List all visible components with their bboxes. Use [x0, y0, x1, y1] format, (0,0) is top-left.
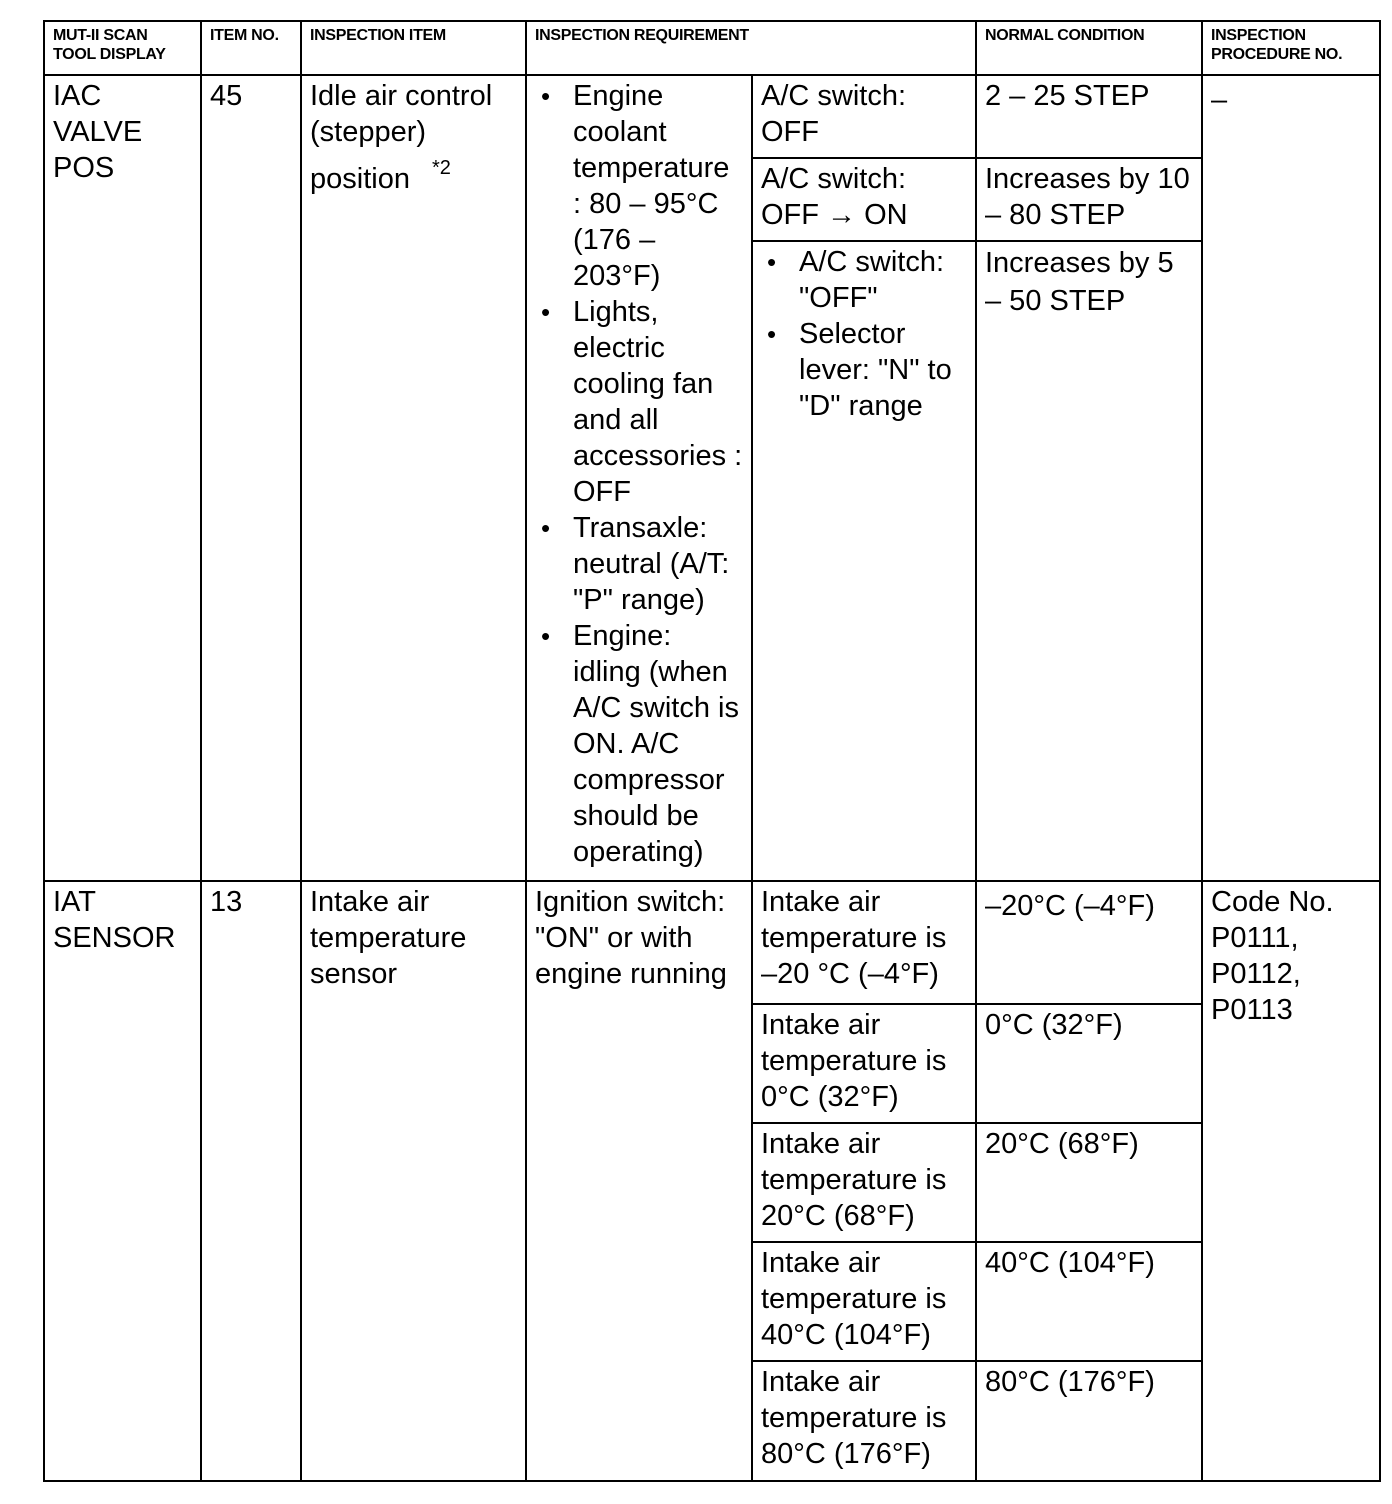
- normal-condition-cell: 0°C (32°F): [976, 1004, 1202, 1123]
- header-requirement: INSPECTION REQUIREMENT: [526, 21, 976, 75]
- requirement-cell: Ignition switch: "ON" or with engine running: [526, 881, 752, 1481]
- condition-cell: A/C switch: OFF: [752, 75, 976, 158]
- header-item-no: ITEM NO.: [201, 21, 301, 75]
- table-row: [44, 881, 1380, 1004]
- normal-condition-cell: 2 – 25 STEP: [976, 75, 1202, 158]
- list-item: • Engine coolant temperature : 80 – 95°C (176 – 203°F): [535, 78, 745, 294]
- header-inspection-item: INSPECTION ITEM: [301, 21, 526, 75]
- requirement-cell: [526, 75, 752, 881]
- display-cell: IAT SENSOR: [44, 881, 201, 1481]
- condition-cell: Intake air temperature is 0°C (32°F): [752, 1004, 976, 1123]
- list-item: • Lights, electric cooling fan and all accessories : OFF: [535, 294, 745, 510]
- item-no-cell: 13: [201, 881, 301, 1481]
- condition-cell: A/C switch: OFF → ON: [752, 158, 976, 241]
- normal-condition-cell: 40°C (104°F): [976, 1242, 1202, 1361]
- normal-condition-cell: Increases by 10 – 80 STEP: [976, 158, 1202, 241]
- inspection-table: [43, 20, 1381, 1482]
- procedure-cell: –: [1202, 75, 1380, 881]
- normal-condition-cell: Increases by 5 – 50 STEP: [976, 241, 1202, 881]
- list-item: • Transaxle: neutral (A/T: "P" range): [535, 510, 745, 618]
- inspection-item-cell: Intake air temperature sensor: [301, 881, 526, 1481]
- inspection-item-text: Idle air control (stepper) position: [310, 80, 493, 195]
- inspection-table-page: [43, 20, 1381, 1482]
- list-item: • Engine: idling (when A/C switch is ON. A/C compressor should be operating): [535, 618, 745, 870]
- condition-cell: Intake air temperature is 20°C (68°F): [752, 1123, 976, 1242]
- condition-cell: Intake air temperature is 80°C (176°F): [752, 1361, 976, 1481]
- header-normal-condition: NORMAL CONDITION: [976, 21, 1202, 75]
- normal-condition-cell: 80°C (176°F): [976, 1361, 1202, 1481]
- header-procedure-no: INSPECTION PROCEDURE NO.: [1202, 21, 1380, 75]
- normal-condition-cell: 20°C (68°F): [976, 1123, 1202, 1242]
- procedure-cell: Code No. P0111, P0112, P0113: [1202, 881, 1380, 1481]
- condition-cell: [752, 241, 976, 881]
- inspection-item-cell: [301, 75, 526, 881]
- requirement-list: [535, 78, 745, 870]
- footnote-marker: *2: [431, 157, 451, 179]
- table-row: [44, 75, 1380, 158]
- normal-condition-cell: –20°C (–4°F): [976, 881, 1202, 1004]
- condition-cell: Intake air temperature is 40°C (104°F): [752, 1242, 976, 1361]
- header-display: MUT-II SCAN TOOL DISPLAY: [44, 21, 201, 75]
- list-item: • A/C switch: "OFF": [761, 244, 967, 316]
- list-item: • Selector lever: "N" to "D" range: [761, 316, 967, 424]
- item-no-cell: 45: [201, 75, 301, 881]
- header-row: [44, 21, 1380, 75]
- display-cell: IAC VALVE POS: [44, 75, 201, 881]
- condition-cell: Intake air temperature is –20 °C (–4°F): [752, 881, 976, 1004]
- condition-list: [761, 244, 967, 424]
